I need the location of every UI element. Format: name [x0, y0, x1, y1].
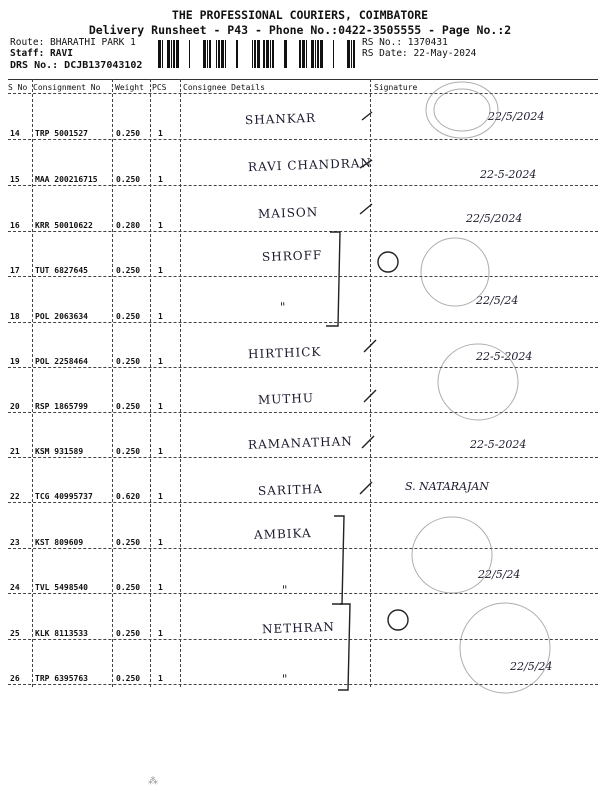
row-sno: 25	[10, 629, 20, 638]
col-header-signature: Signature	[374, 83, 418, 92]
consignee-name-handwritten: "	[281, 671, 289, 687]
row-sno: 17	[10, 266, 20, 275]
row-weight: 0.250	[116, 447, 141, 456]
page-mark: ⁂	[148, 776, 158, 787]
row-pcs: 1	[158, 357, 163, 366]
row-sno: 18	[10, 312, 20, 321]
signature-date-handwritten: 22/5/24	[510, 660, 553, 673]
row-sno: 24	[10, 583, 20, 592]
row-pcs: 1	[158, 221, 163, 230]
row-consignment: KRR 50010622	[35, 221, 93, 230]
row-sno: 15	[10, 175, 20, 184]
row-sno: 20	[10, 402, 20, 411]
consignee-name-handwritten: MAISON	[257, 204, 319, 222]
signature-date-handwritten: 22-5-2024	[480, 168, 537, 181]
row-sno: 21	[10, 447, 20, 456]
row-consignment: TCG 40995737	[35, 492, 93, 501]
row-consignment: MAA 200216715	[35, 175, 98, 184]
row-weight: 0.250	[116, 357, 141, 366]
consignee-name-handwritten: RAMANATHAN	[247, 434, 354, 452]
row-weight: 0.250	[116, 583, 141, 592]
row-sno: 23	[10, 538, 20, 547]
drs-number: DRS No.: DCJB137043102	[10, 60, 143, 71]
col-header-pcs: PCS	[152, 83, 167, 92]
consignee-name-handwritten: NETHRAN	[261, 619, 336, 637]
signature-date-handwritten: 22-5-2024	[470, 438, 527, 451]
signature-date-handwritten: 22/5/24	[478, 568, 521, 581]
row-pcs: 1	[158, 447, 163, 456]
row-pcs: 1	[158, 175, 163, 184]
route-label: Route: BHARATHI PARK 1	[10, 37, 136, 48]
row-pcs: 1	[158, 266, 163, 275]
signature-date-handwritten: 22/5/2024	[488, 110, 545, 123]
row-sno: 16	[10, 221, 20, 230]
row-consignment: KLK 8113533	[35, 629, 88, 638]
row-pcs: 1	[158, 538, 163, 547]
signature-date-handwritten: 22/5/2024	[466, 212, 523, 225]
row-pcs: 1	[158, 583, 163, 592]
row-weight: 0.250	[116, 266, 141, 275]
consignee-name-handwritten: "	[281, 582, 289, 598]
consignee-name-handwritten: SHANKAR	[244, 110, 317, 128]
row-pcs: 1	[158, 312, 163, 321]
signature-date-handwritten: S. NATARAJAN	[405, 480, 489, 493]
col-header-details: Consignee Details	[183, 83, 265, 92]
row-consignment: POL 2063634	[35, 312, 88, 321]
row-pcs: 1	[158, 629, 163, 638]
row-consignment: TRP 5001527	[35, 129, 88, 138]
row-consignment: TVL 5498540	[35, 583, 88, 592]
row-consignment: KST 809609	[35, 538, 84, 547]
row-sno: 26	[10, 674, 20, 683]
staff-label: Staff: RAVI	[10, 48, 73, 59]
col-header-sno: S No	[8, 83, 28, 92]
consignee-name-handwritten: HIRTHICK	[247, 344, 322, 362]
rs-number: RS No.: 1370431	[362, 37, 448, 48]
row-consignment: POL 2258464	[35, 357, 88, 366]
col-header-weight: Weight	[115, 83, 144, 92]
row-weight: 0.250	[116, 312, 141, 321]
row-consignment: TUT 6827645	[35, 266, 88, 275]
row-sno: 14	[10, 129, 20, 138]
row-weight: 0.250	[116, 538, 141, 547]
row-sno: 19	[10, 357, 20, 366]
row-weight: 0.250	[116, 674, 141, 683]
row-sno: 22	[10, 492, 20, 501]
row-weight: 0.250	[116, 629, 141, 638]
signature-date-handwritten: 22/5/24	[476, 294, 519, 307]
row-pcs: 1	[158, 402, 163, 411]
row-consignment: RSP 1865799	[35, 402, 88, 411]
runsheet-title: Delivery Runsheet - P43 - Phone No.:0422-3505555 - Page No.:2	[88, 23, 512, 37]
row-weight: 0.620	[116, 492, 141, 501]
consignee-name-handwritten: "	[279, 299, 287, 315]
consignee-name-handwritten: SARITHA	[257, 481, 324, 499]
consignee-name-handwritten: AMBIKA	[253, 525, 312, 543]
row-weight: 0.250	[116, 129, 141, 138]
rs-date: RS Date: 22-May-2024	[362, 48, 477, 59]
company-title: THE PROFESSIONAL COURIERS, COIMBATORE	[171, 8, 429, 22]
row-pcs: 1	[158, 492, 163, 501]
row-consignment: KSM 931589	[35, 447, 84, 456]
consignee-name-handwritten: RAVI CHANDRAN	[247, 155, 373, 175]
row-weight: 0.250	[116, 175, 141, 184]
row-weight: 0.250	[116, 402, 141, 411]
col-header-consignment: Consignment No	[33, 83, 101, 92]
signature-date-handwritten: 22-5-2024	[476, 350, 533, 363]
consignee-name-handwritten: SHROFF	[261, 247, 323, 265]
row-consignment: TRP 6395763	[35, 674, 88, 683]
row-weight: 0.280	[116, 221, 141, 230]
consignee-name-handwritten: MUTHU	[257, 391, 315, 407]
row-pcs: 1	[158, 674, 163, 683]
row-pcs: 1	[158, 129, 163, 138]
